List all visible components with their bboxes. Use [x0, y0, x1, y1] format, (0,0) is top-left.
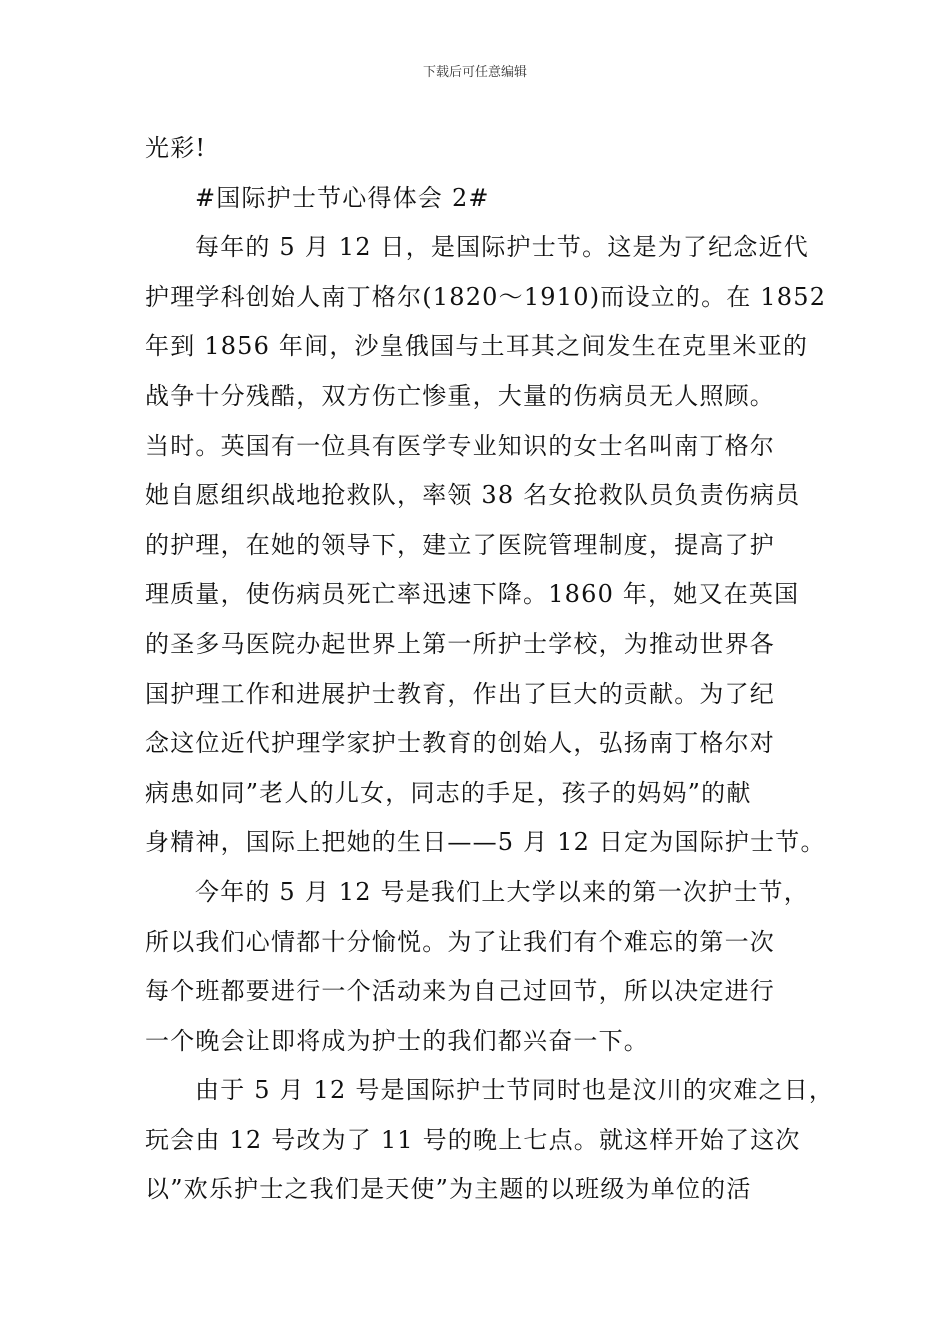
text-line: 由于 5 月 12 号是国际护士节同时也是汶川的灾难之日，	[195, 1076, 835, 1105]
text-line: 年到 1856 年间，沙皇俄国与土耳其之间发生在克里米亚的	[145, 332, 809, 361]
text-line: 今年的 5 月 12 号是我们上大学以来的第一次护士节，	[195, 877, 809, 906]
text-line: 身精神，国际上把她的生日——5 月 12 日定为国际护士节。	[145, 828, 826, 857]
text-line: 玩会由 12 号改为了 11 号的晚上七点。就这样开始了这次	[145, 1125, 801, 1154]
text-line: 每年的 5 月 12 日，是国际护士节。这是为了纪念近代	[195, 233, 809, 262]
text-line: 病患如同”老人的儿女，同志的手足，孩子的妈妈”的献	[145, 778, 752, 807]
page-header: 下载后可任意编辑	[422, 65, 527, 80]
text-line: 国护理工作和进展护士教育，作出了巨大的贡献。为了纪	[145, 679, 775, 708]
text-line: 她自愿组织战地抢救队，率领 38 名女抢救队员负责伤病员	[145, 481, 801, 510]
text-line: 护理学科创始人南丁格尔(1820～1910)而设立的。在 1852	[145, 282, 827, 311]
text-line: 当时。英国有一位具有医学专业知识的女士名叫南丁格尔	[145, 431, 775, 460]
text-line: 以”欢乐护士之我们是天使”为主题的以班级为单位的活	[145, 1175, 752, 1204]
text-line: 战争十分残酷，双方伤亡惨重，大量的伤病员无人照顾。	[145, 381, 775, 410]
text-line: 一个晚会让即将成为护士的我们都兴奋一下。	[145, 1026, 649, 1055]
text-line: 理质量，使伤病员死亡率迅速下降。1860 年，她又在英国	[145, 580, 800, 609]
text-line: 的护理，在她的领导下，建立了医院管理制度，提高了护	[145, 530, 775, 559]
text-line: 光彩!	[145, 134, 207, 162]
text-line: 念这位近代护理学家护士教育的创始人，弘扬南丁格尔对	[145, 729, 775, 758]
text-line: 的圣多马医院办起世界上第一所护士学校，为推动世界各	[145, 629, 775, 658]
text-line: 每个班都要进行一个活动来为自己过回节，所以决定进行	[145, 977, 775, 1006]
section-heading: #国际护士节心得体会 2#	[195, 183, 490, 212]
document-body	[145, 124, 835, 1215]
text-line: 所以我们心情都十分愉悦。为了让我们有个难忘的第一次	[145, 927, 775, 956]
